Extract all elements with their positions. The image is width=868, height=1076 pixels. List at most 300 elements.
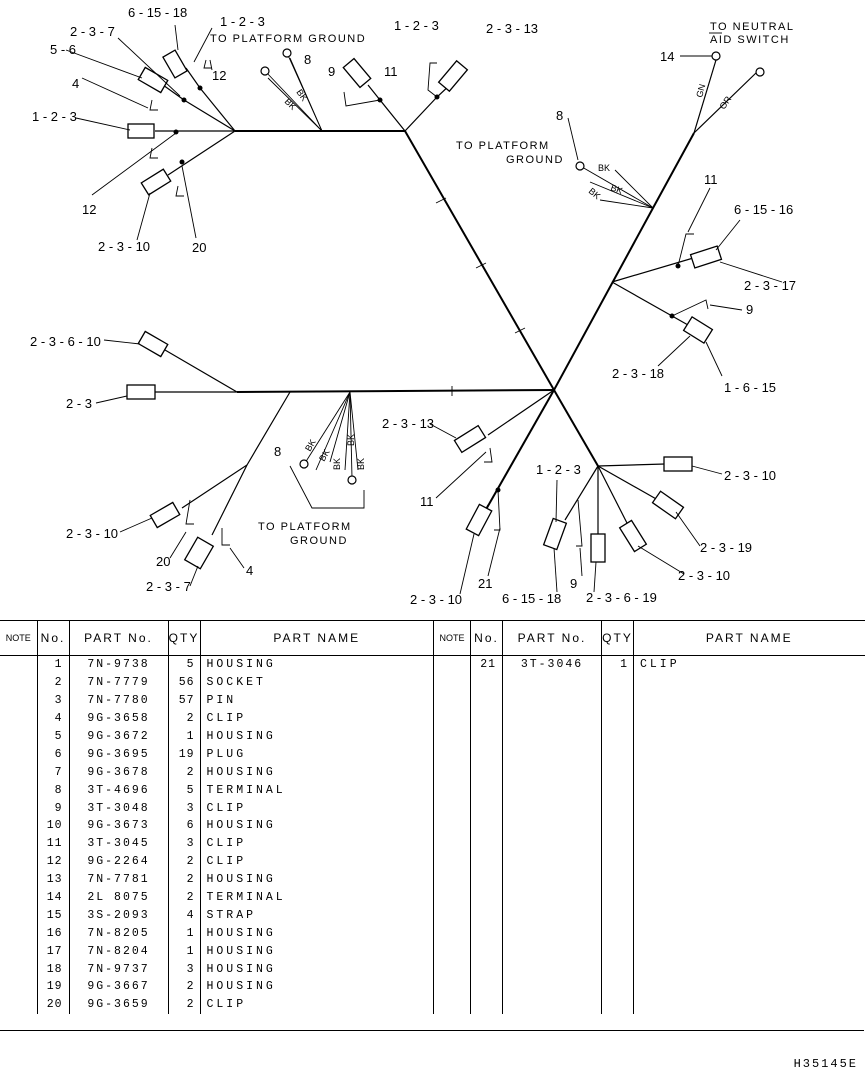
- item-number: 21: [471, 656, 503, 674]
- part-name: [634, 942, 865, 960]
- note-to-platform-bottom-2: GROUND: [290, 535, 348, 547]
- part-number: 3S-2093: [69, 906, 168, 924]
- header-qty: QTY: [602, 621, 634, 656]
- quantity: 2: [168, 871, 200, 889]
- item-number: [471, 942, 503, 960]
- table-row: [434, 781, 865, 799]
- table-row: [0, 978, 433, 996]
- callout-11-top: 11: [384, 64, 398, 79]
- item-number: [471, 853, 503, 871]
- header-note: NOTE: [0, 621, 37, 656]
- wire-label-bk: BK: [282, 96, 299, 112]
- quantity: [602, 745, 634, 763]
- note-cell: [0, 853, 37, 871]
- item-number: 19: [37, 978, 69, 996]
- note-cell: [0, 942, 37, 960]
- note-cell: [434, 781, 471, 799]
- note-cell: [0, 978, 37, 996]
- part-number: 3T-4696: [69, 781, 168, 799]
- part-number: [503, 817, 602, 835]
- item-number: 2: [37, 674, 69, 692]
- part-name: [634, 692, 865, 710]
- item-number: 3: [37, 692, 69, 710]
- table-row: [434, 835, 865, 853]
- callout-2-3: 2 - 3: [66, 396, 93, 411]
- table-row: [0, 960, 433, 978]
- quantity: 3: [168, 835, 200, 853]
- header-part-name: PART NAME: [200, 621, 433, 656]
- callout-2-3-10-br: 2 - 3 - 10: [678, 568, 731, 583]
- part-name: [634, 978, 865, 996]
- item-number: [471, 674, 503, 692]
- part-number: 7N-7780: [69, 692, 168, 710]
- note-cell: [434, 924, 471, 942]
- note-cell: [0, 745, 37, 763]
- table-row: [434, 924, 865, 942]
- callout-2-3-13-top: 2 - 3 - 13: [486, 21, 539, 36]
- part-name: [634, 906, 865, 924]
- wire-label-bk: BK: [346, 433, 356, 446]
- item-number: 14: [37, 889, 69, 907]
- quantity: 56: [168, 674, 200, 692]
- table-row: [0, 728, 433, 746]
- table-row: [434, 692, 865, 710]
- item-number: 13: [37, 871, 69, 889]
- part-number: [503, 853, 602, 871]
- part-name: HOUSING: [206, 730, 276, 743]
- note-cell: [0, 835, 37, 853]
- note-cell: [434, 799, 471, 817]
- item-number: [471, 835, 503, 853]
- part-name: CLIP: [206, 837, 247, 851]
- item-number: [471, 996, 503, 1014]
- callout-1-6-15: 1 - 6 - 15: [724, 380, 777, 395]
- note-cell: [434, 745, 471, 763]
- quantity: 2: [168, 978, 200, 996]
- item-number: 10: [37, 817, 69, 835]
- header-no: No.: [37, 621, 69, 656]
- part-name: [634, 728, 865, 746]
- part-number: [503, 781, 602, 799]
- callout-6-15-16: 6 - 15 - 16: [734, 202, 794, 217]
- note-to-neutral-2: AID SWITCH: [710, 34, 790, 46]
- quantity: 1: [168, 924, 200, 942]
- table-row: [0, 674, 433, 692]
- part-name: [634, 871, 865, 889]
- callout-9-br: 9: [570, 576, 578, 591]
- callout-2-3-10-bl: 2 - 3 - 10: [66, 526, 119, 541]
- quantity: [602, 978, 634, 996]
- part-number: 7N-8204: [69, 942, 168, 960]
- part-number: 7N-7781: [69, 871, 168, 889]
- part-number: [503, 871, 602, 889]
- callout-2-3-7-top: 2 - 3 - 7: [70, 24, 115, 39]
- item-number: 8: [37, 781, 69, 799]
- note-to-platform-right-2: GROUND: [506, 154, 564, 166]
- quantity: 6: [168, 817, 200, 835]
- item-number: 6: [37, 745, 69, 763]
- table-row: [0, 942, 433, 960]
- part-number: 9G-3673: [69, 817, 168, 835]
- table-row: [434, 745, 865, 763]
- quantity: [602, 817, 634, 835]
- table-row: [0, 710, 433, 728]
- quantity: [602, 799, 634, 817]
- quantity: [602, 728, 634, 746]
- table-row: [0, 924, 433, 942]
- quantity: [602, 996, 634, 1014]
- part-number: 9G-3672: [69, 728, 168, 746]
- quantity: [602, 889, 634, 907]
- part-name: [634, 763, 865, 781]
- part-number: 9G-3695: [69, 745, 168, 763]
- part-name: [634, 817, 865, 835]
- callout-2-3-6-10: 2 - 3 - 6 - 10: [30, 334, 101, 349]
- note-cell: [434, 835, 471, 853]
- table-row: [434, 817, 865, 835]
- callout-20-bl: 20: [156, 554, 171, 569]
- header-qty: QTY: [168, 621, 200, 656]
- part-name: [634, 781, 865, 799]
- quantity: 3: [168, 960, 200, 978]
- note-to-platform-ground-top: TO PLATFORM GROUND: [210, 33, 367, 45]
- part-number: [503, 728, 602, 746]
- table-row: [434, 728, 865, 746]
- quantity: [602, 960, 634, 978]
- note-cell: [0, 889, 37, 907]
- part-number: 7N-7779: [69, 674, 168, 692]
- header-part-no: PART No.: [503, 621, 602, 656]
- quantity: [602, 871, 634, 889]
- item-number: [471, 745, 503, 763]
- part-name: HOUSING: [206, 980, 276, 994]
- table-bottom-rule: [0, 1030, 864, 1031]
- item-number: [471, 906, 503, 924]
- note-to-platform-bottom-1: TO PLATFORM: [258, 521, 352, 533]
- item-number: [471, 799, 503, 817]
- quantity: 1: [168, 728, 200, 746]
- note-cell: [0, 692, 37, 710]
- item-number: [471, 817, 503, 835]
- item-number: [471, 692, 503, 710]
- quantity: [602, 924, 634, 942]
- part-name: [634, 889, 865, 907]
- note-cell: [434, 710, 471, 728]
- callout-20-left: 20: [192, 240, 207, 255]
- note-cell: [434, 942, 471, 960]
- table-row: [434, 978, 865, 996]
- callout-2-3-19: 2 - 3 - 19: [700, 540, 753, 555]
- quantity: [602, 942, 634, 960]
- table-row: [0, 835, 433, 853]
- header-part-no: PART No.: [69, 621, 168, 656]
- table-row: [434, 871, 865, 889]
- drawing-number: H35145E: [793, 1057, 858, 1071]
- callout-2-3-10-left: 2 - 3 - 10: [98, 239, 151, 254]
- note-cell: [434, 889, 471, 907]
- note-cell: [434, 817, 471, 835]
- part-name: HOUSING: [206, 873, 276, 887]
- note-cell: [0, 871, 37, 889]
- quantity: [602, 906, 634, 924]
- callout-11-mid: 11: [420, 494, 434, 509]
- quantity: [602, 763, 634, 781]
- top-middle-branch: [343, 59, 467, 131]
- item-number: 7: [37, 763, 69, 781]
- part-number: [503, 996, 602, 1014]
- routing-notes: [210, 21, 797, 547]
- callout-8-bottom: 8: [274, 444, 282, 459]
- item-number: [471, 978, 503, 996]
- table-row: [434, 942, 865, 960]
- part-number: [503, 942, 602, 960]
- part-number: [503, 906, 602, 924]
- item-number: 15: [37, 906, 69, 924]
- note-cell: [434, 906, 471, 924]
- item-number: [471, 710, 503, 728]
- part-name: HOUSING: [206, 765, 276, 779]
- callout-14: 14: [660, 49, 675, 64]
- callout-1-2-3-left: 1 - 2 - 3: [32, 109, 77, 124]
- item-number: 5: [37, 728, 69, 746]
- part-name: [634, 710, 865, 728]
- part-name: [634, 996, 865, 1014]
- item-number: [471, 889, 503, 907]
- callout-12-top: 12: [212, 68, 227, 83]
- table-row: [434, 763, 865, 781]
- note-cell: [434, 763, 471, 781]
- table-row: [0, 871, 433, 889]
- wire-label-gn: GN: [694, 82, 708, 99]
- item-number: 18: [37, 960, 69, 978]
- quantity: 2: [168, 996, 200, 1014]
- part-name: HOUSING: [206, 926, 276, 940]
- part-number: 2L 8075: [69, 889, 168, 907]
- quantity: [602, 692, 634, 710]
- table-row: [0, 799, 433, 817]
- part-number: [503, 692, 602, 710]
- item-number: 16: [37, 924, 69, 942]
- callout-8-right: 8: [556, 108, 564, 123]
- part-number: [503, 924, 602, 942]
- quantity: 2: [168, 710, 200, 728]
- part-name: [634, 745, 865, 763]
- note-cell: [0, 817, 37, 835]
- quantity: [602, 674, 634, 692]
- wire-label-bk: BK: [294, 87, 310, 103]
- part-number: 9G-3659: [69, 996, 168, 1014]
- part-name: HOUSING: [206, 658, 276, 672]
- table-row: [434, 799, 865, 817]
- table-row: [0, 745, 433, 763]
- wire-label-bk: BK: [586, 185, 603, 202]
- quantity: 3: [168, 799, 200, 817]
- part-name: [634, 960, 865, 978]
- callout-labels: [30, 5, 796, 607]
- header-part-name: PART NAME: [634, 621, 865, 656]
- part-name: HOUSING: [206, 962, 276, 976]
- item-number: [471, 781, 503, 799]
- item-number: 17: [37, 942, 69, 960]
- table-row: [0, 853, 433, 871]
- part-number: [503, 745, 602, 763]
- item-number: [471, 763, 503, 781]
- callout-9-right: 9: [746, 302, 754, 317]
- item-number: [471, 960, 503, 978]
- part-name: STRAP: [206, 908, 257, 922]
- part-name: CLIP: [640, 658, 680, 672]
- part-name: SOCKET: [206, 676, 266, 690]
- top-left-branch-cluster: [66, 25, 322, 240]
- note-cell: [0, 906, 37, 924]
- table-row: [0, 763, 433, 781]
- callout-2-3-18: 2 - 3 - 18: [612, 366, 665, 381]
- callout-1-2-3-br: 1 - 2 - 3: [536, 462, 581, 477]
- callout-6-15-18-br: 6 - 15 - 18: [502, 591, 562, 606]
- callout-21: 21: [478, 576, 493, 591]
- part-number: [503, 978, 602, 996]
- part-number: 7N-8205: [69, 924, 168, 942]
- note-to-neutral-1: TO NEUTRAL: [710, 21, 795, 33]
- item-number: 4: [37, 710, 69, 728]
- parts-table-right: [433, 620, 865, 1014]
- note-cell: [0, 728, 37, 746]
- quantity: 57: [168, 692, 200, 710]
- table-row: [434, 996, 865, 1014]
- quantity: 19: [168, 745, 200, 763]
- quantity: 2: [168, 763, 200, 781]
- part-name: [634, 835, 865, 853]
- wire-label-or: OR: [717, 94, 734, 112]
- callout-2-3-17: 2 - 3 - 17: [744, 278, 797, 293]
- part-number: 3T-3046: [503, 656, 602, 674]
- note-cell: [434, 960, 471, 978]
- note-cell: [0, 781, 37, 799]
- quantity: [602, 781, 634, 799]
- quantity: 2: [168, 853, 200, 871]
- header-no: No.: [471, 621, 503, 656]
- wire-label-bk: BK: [303, 437, 318, 453]
- note-cell: [0, 710, 37, 728]
- part-number: [503, 835, 602, 853]
- callout-11-right: 11: [704, 172, 718, 187]
- table-row: [0, 781, 433, 799]
- callout-2-3-10-bm: 2 - 3 - 10: [410, 592, 463, 607]
- table-row: [434, 674, 865, 692]
- note-cell: [0, 799, 37, 817]
- note-cell: [434, 692, 471, 710]
- item-number: [471, 728, 503, 746]
- table-header-row: [434, 621, 865, 656]
- note-cell: [434, 996, 471, 1014]
- part-number: 9G-2264: [69, 853, 168, 871]
- part-name: CLIP: [206, 801, 247, 815]
- right-lower-branch-cluster: [430, 390, 722, 594]
- part-name: [634, 799, 865, 817]
- note-cell: [0, 656, 37, 674]
- note-cell: [0, 763, 37, 781]
- note-cell: [0, 996, 37, 1014]
- callout-2-3-10-r: 2 - 3 - 10: [724, 468, 777, 483]
- part-number: 9G-3667: [69, 978, 168, 996]
- part-name: PLUG: [206, 747, 247, 761]
- quantity: 2: [168, 889, 200, 907]
- wire-label-bk: BK: [609, 182, 625, 196]
- part-number: 9G-3678: [69, 763, 168, 781]
- callout-1-2-3-b: 1 - 2 - 3: [394, 18, 439, 33]
- part-name: CLIP: [206, 998, 247, 1012]
- item-number: 11: [37, 835, 69, 853]
- header-note: NOTE: [434, 621, 471, 656]
- callout-6-15-18-top: 6 - 15 - 18: [128, 5, 188, 20]
- part-name: CLIP: [206, 855, 247, 869]
- callout-12-left: 12: [82, 202, 97, 217]
- item-number: 1: [37, 656, 69, 674]
- part-name: PIN: [206, 694, 237, 708]
- callout-4-top: 4: [72, 76, 80, 91]
- note-to-platform-right-1: TO PLATFORM: [456, 140, 550, 152]
- part-number: [503, 889, 602, 907]
- table-row: [0, 692, 433, 710]
- table-row: [0, 817, 433, 835]
- callout-2-3-13-mid: 2 - 3 - 13: [382, 416, 435, 431]
- part-number: [503, 674, 602, 692]
- part-name: TERMINAL: [206, 783, 286, 797]
- note-cell: [0, 674, 37, 692]
- item-number: 20: [37, 996, 69, 1014]
- table-row: [0, 996, 433, 1014]
- quantity: 4: [168, 906, 200, 924]
- item-number: 12: [37, 853, 69, 871]
- callout-5-6: 5 - 6: [50, 42, 77, 57]
- part-number: [503, 710, 602, 728]
- note-cell: [434, 728, 471, 746]
- part-number: [503, 960, 602, 978]
- note-cell: [0, 924, 37, 942]
- part-name: CLIP: [206, 712, 247, 726]
- quantity: [602, 835, 634, 853]
- note-cell: [434, 674, 471, 692]
- part-number: 3T-3048: [69, 799, 168, 817]
- callout-2-3-6-19: 2 - 3 - 6 - 19: [586, 590, 657, 605]
- note-cell: [434, 871, 471, 889]
- quantity: 1: [602, 656, 634, 674]
- wire-label-bk: BK: [332, 457, 342, 470]
- table-row: [434, 906, 865, 924]
- quantity: 5: [168, 656, 200, 674]
- wire-label-bk: BK: [317, 447, 332, 463]
- part-name: HOUSING: [206, 819, 276, 833]
- part-name: TERMINAL: [206, 891, 286, 905]
- part-number: 9G-3658: [69, 710, 168, 728]
- callout-8-top: 8: [304, 52, 312, 67]
- item-number: 9: [37, 799, 69, 817]
- quantity: 1: [168, 942, 200, 960]
- part-name: HOUSING: [206, 944, 276, 958]
- item-number: [471, 924, 503, 942]
- note-cell: [434, 978, 471, 996]
- table-row: [0, 656, 433, 674]
- note-cell: [434, 656, 471, 674]
- callout-9-top: 9: [328, 64, 336, 79]
- wire-label-bk: BK: [598, 163, 611, 173]
- part-number: [503, 799, 602, 817]
- part-number: 7N-9737: [69, 960, 168, 978]
- wire-label-bk: BK: [356, 457, 366, 470]
- callout-4-bl: 4: [246, 563, 254, 578]
- part-number: [503, 763, 602, 781]
- part-name: [634, 924, 865, 942]
